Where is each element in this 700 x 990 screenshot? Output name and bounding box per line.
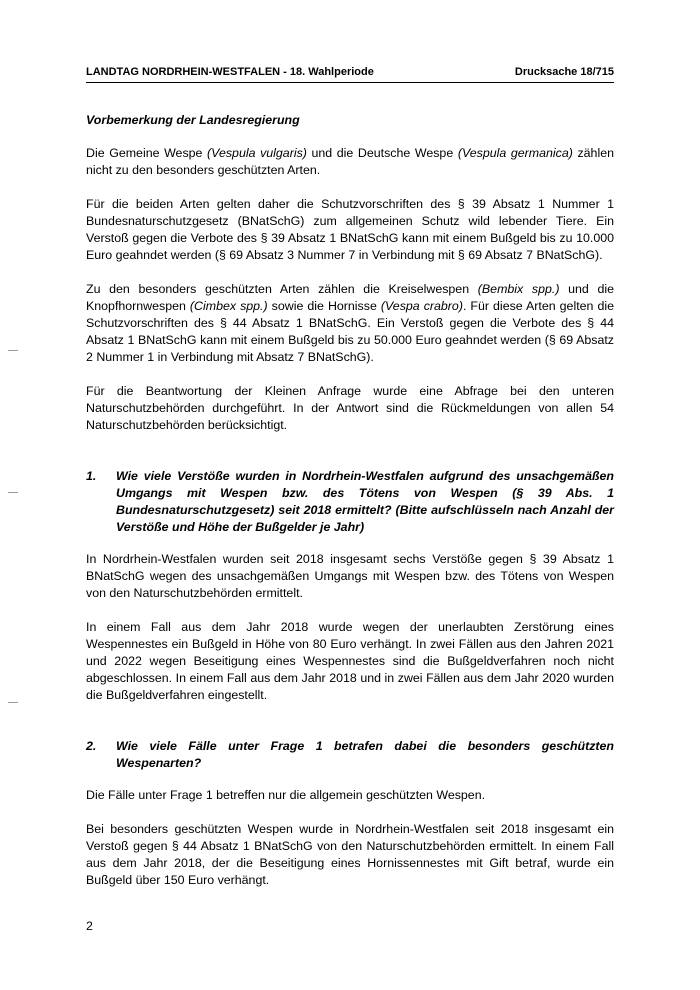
text-run: Zu den besonders geschützten Arten zählen die Kreiselwespen: [86, 282, 478, 296]
text-run: und die Knopfhornwespen: [86, 282, 615, 313]
species-name: (Cimbex spp.): [189, 299, 268, 313]
page-header: [86, 66, 614, 83]
document-body: [86, 112, 614, 906]
header-right: Drucksache 18/715: [514, 66, 614, 78]
species-name: (Vespula germanica): [457, 146, 573, 160]
answer-1-paragraph-2: In einem Fall aus dem Jahr 2018 wurde wegen der unerlaubten Zerstörung eines Wespennestes ein Bußgeld in Höhe von 80 Euro verhängt. In zwei Fällen aus den Jahren 2021 und 2022 wegen Beseitigung eines Wespennestes sind die Bußgeldverfahren noch nicht abgeschlossen. In einem Fall aus dem Jahr 2018 und in zwei Fällen aus dem Jahr 2020 wurden die Bußgeldverfahren eingestellt.: [86, 620, 614, 702]
species-name: (Vespula vulgaris): [207, 146, 307, 160]
species-name: (Vespa crabro): [380, 299, 463, 313]
question-text: Wie viele Verstöße wurden in Nordrhein-Westfalen aufgrund des unsachgemäßen Umgangs mit Wespen bzw. des Tötens von Wespen (§ 39 Abs. 1 Bundesnaturschutzgesetz) seit 2018 ermittelt? (Bitte aufschlüsseln nach Anzahl der Verstöße und Höhe der Bußgelder je Jahr): [116, 469, 614, 534]
text-run: zählen nicht zu den besonders geschützten Arten.: [86, 146, 614, 177]
intro-paragraph-4: Für die Beantwortung der Kleinen Anfrage wurde eine Abfrage bei den unteren Naturschutzbehörden durchgeführt. In der Antwort sind die Rückmeldungen von allen 54 Naturschutzbehörden berücksichtigt.: [86, 384, 614, 432]
text-run: und die Deutsche Wespe: [306, 146, 458, 160]
page-number: 2: [86, 919, 93, 933]
section-heading: Vorbemerkung der Landesregierung: [86, 113, 300, 127]
question-2: [86, 738, 614, 772]
intro-paragraph-3: [86, 281, 614, 366]
text-run: sowie die Hornisse: [267, 299, 381, 313]
answer-1-paragraph-1: In Nordrhein-Westfalen wurden seit 2018 insgesamt sechs Verstöße gegen § 39 Absatz 1 BNatSchG wegen des unsachgemäßen Umgangs mit Wespen bzw. des Tötens von Wespen von den Naturschutzbehörden ermittelt.: [86, 552, 614, 600]
answer-2-paragraph-1: Die Fälle unter Frage 1 betreffen nur die allgemein geschützten Wespen.: [86, 788, 486, 802]
header-left: LANDTAG NORDRHEIN-WESTFALEN - 18. Wahlperiode: [86, 66, 374, 78]
margin-mark: [8, 350, 18, 351]
text-run: Die Gemeine Wespe: [86, 146, 208, 160]
question-number: 2.: [86, 739, 97, 753]
question-1: [86, 468, 614, 536]
intro-paragraph-1: [86, 145, 614, 179]
question-text: Wie viele Fälle unter Frage 1 betrafen dabei die besonders geschützten Wespenarten?: [116, 739, 614, 770]
margin-mark: [8, 492, 18, 493]
text-run: . Für diese Arten gelten die Schutzvorschriften des § 44 Absatz 1 BNatSchG. Ein Verstoß gegen die Verbote des § 44 Absatz 1 BNatSchG kann mit einem Bußgeld bis zu 50.000 Euro geahndet werden (§ 69 Absatz 2 Nummer 1 in Verbindung mit Absatz 7 BNatSchG).: [86, 299, 614, 364]
intro-paragraph-2: Für die beiden Arten gelten daher die Schutzvorschriften des § 39 Absatz 1 Nummer 1 Bundesnaturschutzgesetz (BNatSchG) zum allgemeinen Schutz wild lebender Tiere. Ein Verstoß gegen die Verbote des § 39 Absatz 1 BNatSchG kann mit einem Bußgeld bis zu 10.000 Euro geahndet werden (§ 69 Absatz 3 Nummer 7 in Verbindung mit § 69 Absatz 7 BNatSchG).: [86, 197, 614, 262]
question-number: 1.: [86, 469, 97, 483]
answer-2-paragraph-2: Bei besonders geschützten Wespen wurde in Nordrhein-Westfalen seit 2018 insgesamt ein Verstoß gegen § 44 Absatz 1 BNatSchG von den Naturschutzbehörden ermittelt. In einem Fall aus dem Jahr 2018, der die Beseitigung eines Hornissennestes mit Gift betraf, wurde ein Bußgeld über 150 Euro verhängt.: [86, 822, 614, 887]
margin-mark: [8, 702, 18, 703]
species-name: (Bembix spp.): [477, 282, 560, 296]
